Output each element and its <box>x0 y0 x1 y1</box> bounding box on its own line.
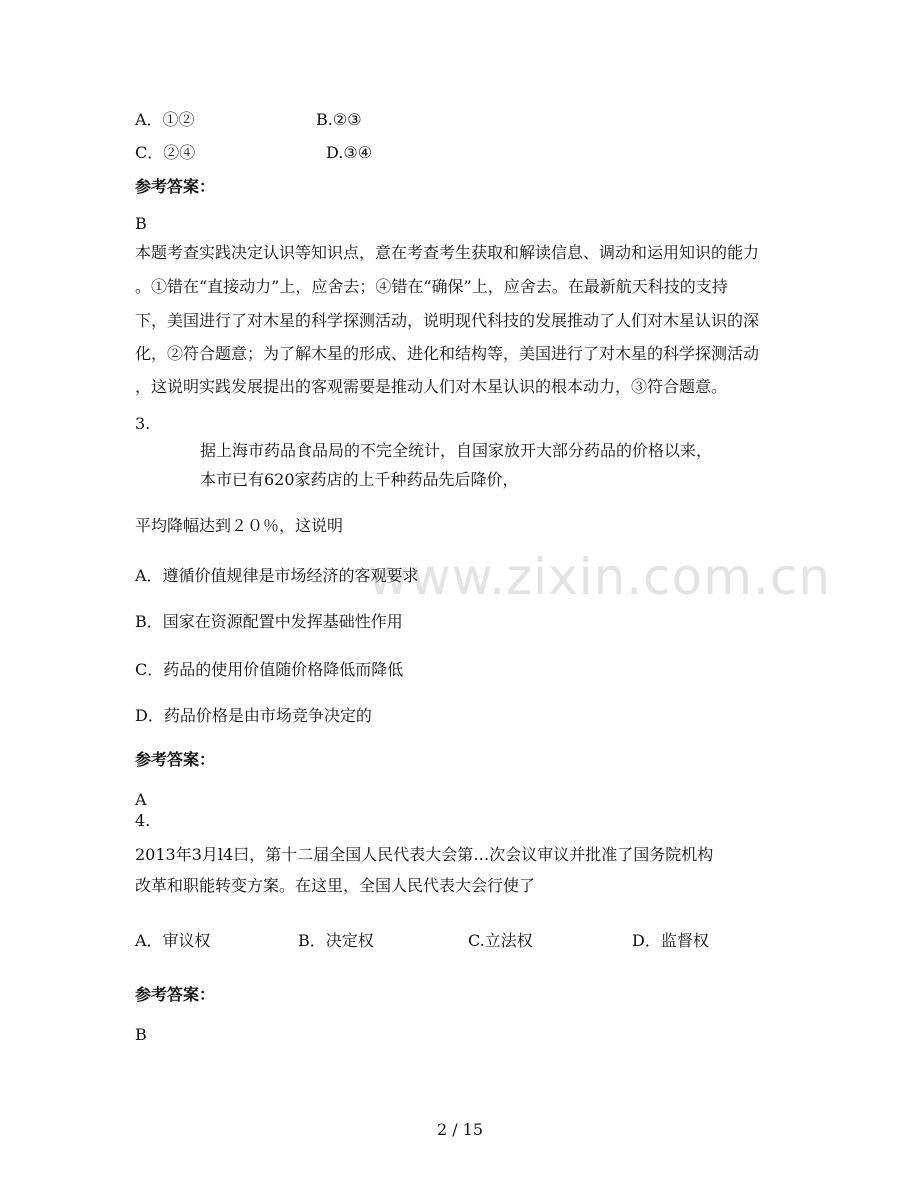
q2-option-d: D.③④ <box>326 143 373 162</box>
page-number: 2 / 15 <box>436 1120 484 1139</box>
q4-number: 4. <box>135 811 151 830</box>
q3-option-b: B．国家在资源配置中发挥基础性作用 <box>135 612 403 631</box>
q2-explanation-line: ，这说明实践发展提出的客观需要是推动人们对木星认识的根本动力，③符合题意。 <box>135 377 728 396</box>
q4-stem-line: 2013年3月l4曰，第十二届全国人民代表大会第…次会议审议并批准了国务院机构 <box>135 845 714 864</box>
q4-option-c: C.立法权 <box>468 931 533 950</box>
q4-answer: B <box>135 1025 147 1044</box>
q2-option-a: A．①② <box>135 110 195 129</box>
q2-explanation-line: 化，②符合题意；为了解木星的形成、进化和结构等，美国进行了对木星的科学探测活动 <box>135 344 760 363</box>
q2-answer-heading: 参考答案： <box>135 177 216 196</box>
watermark: www.zixin.com.cn <box>368 548 832 606</box>
q2-answer: B <box>135 214 147 233</box>
q2-explanation-line: 。①错在“直接动力”上，应舍去；④错在“确保”上，应舍去。在最新航天科技的支持 <box>135 277 728 296</box>
q4-answer-heading: 参考答案： <box>135 985 216 1004</box>
q2-explanation-line: 下，美国进行了对木星的科学探测活动，说明现代科技的发展推动了人们对木星认识的深 <box>135 311 760 330</box>
q3-answer-heading: 参考答案： <box>135 750 216 769</box>
q2-option-c: C．②④ <box>135 143 196 162</box>
q3-answer: A <box>135 790 147 809</box>
q3-stem: 平均降幅达到２０％，这说明 <box>135 516 344 535</box>
q4-option-a: A．审议权 <box>135 931 211 950</box>
q3-option-c: C．药品的使用价值随价格降低而降低 <box>135 660 404 679</box>
q2-option-b: B.②③ <box>316 110 362 129</box>
q3-option-a: A．遵循价值规律是市场经济的客观要求 <box>135 566 419 585</box>
q3-number: 3. <box>135 414 151 433</box>
q3-quote-line: 据上海市药品食品局的不完全统计，自国家放开大部分药品的价格以来， <box>200 441 713 460</box>
q2-explanation-line: 本题考查实践决定认识等知识点，意在考查考生获取和解读信息、调动和运用知识的能力 <box>135 243 760 262</box>
q3-quote-line: 本市已有620家药店的上千种药品先后降价， <box>200 470 519 489</box>
q3-option-d: D．药品价格是由市场竞争决定的 <box>135 706 372 725</box>
q4-option-b: B．决定权 <box>298 931 374 950</box>
q4-option-d: D．监督权 <box>632 931 709 950</box>
q4-stem-line: 改革和职能转变方案。在这里，全国人民代表大会行使了 <box>135 876 536 895</box>
